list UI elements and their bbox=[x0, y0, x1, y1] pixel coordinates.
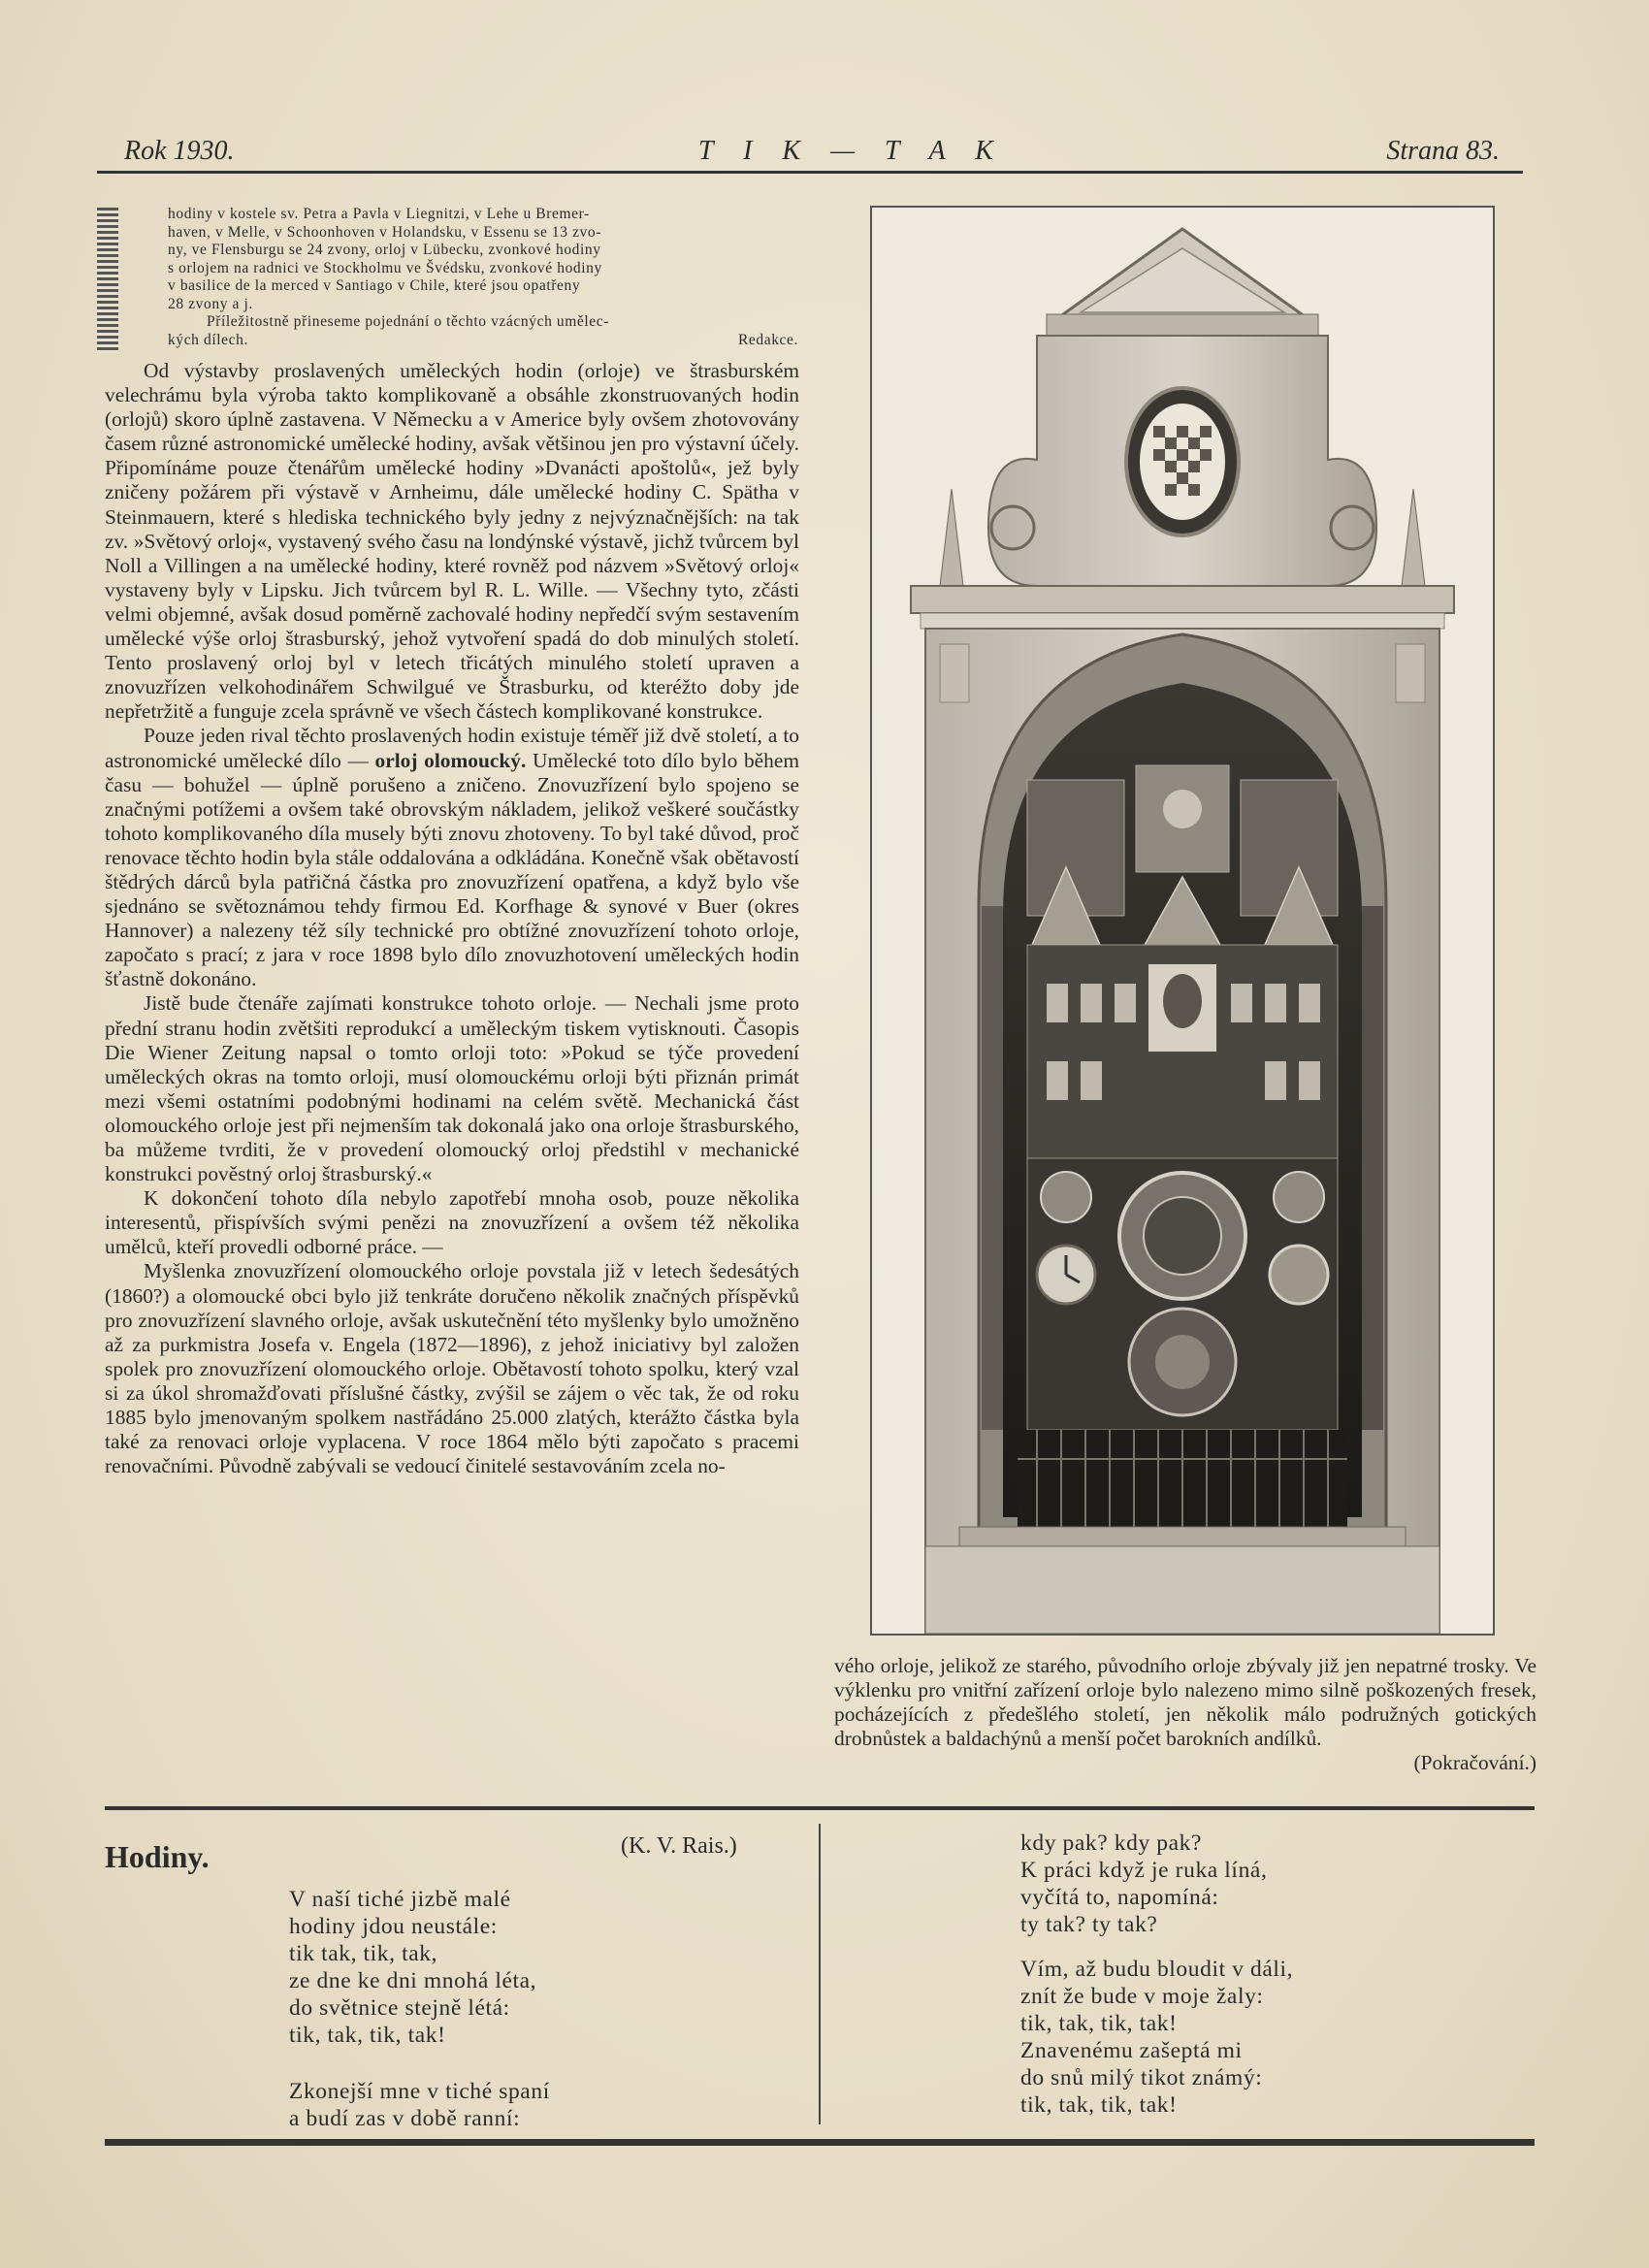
poem-line: znít že bude v moje žaly: bbox=[1020, 1984, 1264, 2009]
poem-line: hodiny jdou neustále: bbox=[289, 1914, 498, 1939]
note-line: kých dílech. bbox=[168, 331, 248, 348]
poem-stanza bbox=[1020, 1956, 1293, 2119]
poem-line: a budí zas v době ranní: bbox=[289, 2106, 521, 2131]
poem-line: kdy pak? kdy pak? bbox=[1020, 1831, 1203, 1856]
article-emphasis: orloj olomoucký. bbox=[374, 748, 527, 772]
article-paragraph: Od výstavby proslavených uměleckých hodin (orloje) ve štrasburském velechrámu byla výroba takto komplikovaně a obsáhle zkonstruovaných hodin (orlojů) skoro úplně zastavena. V Německu a v Americe byly ovšem zhotovovány časem různé astronomické umělecké hodiny, avšak většinou jen pro výstavní účely. Připomínáme pouze čtenářům umělecké hodiny »Dvanácti apoštolů«, jež byly zničeny požárem při výstavě v Arnheimu, dále umělecké hodiny C. Spätha v Steinmauern, které s hlediska technického byly jedny z nejvýznačnějších: na tak zv. »Světový orloj«, vystavený svého času na londýnské výstavě, jichž tvůrcem byl Noll a Villingen a na umělecké hodiny, které rovněž pod názvem »Světový orloj« vystaveny byly v Lipsku. Jich tvůrcem byl R. L. Wille. — Všechny tyto, zčásti velmi objemné, avšak dosud poměrně zachovalé hodiny nepředčí svým sestavením umělecké výše orloj štrasburský, jehož vytvoření spadá do dob minulých století. Tento proslavený orloj byl v letech třicátých minulého století upraven a znovuzřízen velkohodinářem Schwilgué ve Štrasburku, od kteréžto doby jde nepřetržitě a funguje zcela správně ve všech částech komplikované konstrukce. bbox=[105, 359, 799, 724]
poem-line: Zkonejší mne v tiché spaní bbox=[289, 2079, 550, 2104]
article-paragraph bbox=[105, 724, 799, 991]
article-text: Pouze jeden rival těchto proslavených hodin existuje téměř již dvě století, a to astronomické umělecké dílo — bbox=[105, 724, 799, 772]
poem-line: tik, tak, tik, tak! bbox=[289, 2023, 446, 2048]
article-text: Umělecké toto dílo bylo během času — bohužel — úplně porušeno a zničeno. Znovuzřízení bylo spojeno se značnými potížemi a ovšem také obrovským nákladem, jelikož veškeré součástky tohoto komplikovaného díla musely býti znovu zhotoveny. To byl také důvod, proč renovace těchto hodin byla stále oddalována a odkládána. Konečně však obětavostí štědrých dárců byla patřičná částka pro znovuzřízení opatřena, a když bylo vše sjednáno se světoznámou tehdy firmou Ed. Korfhage & synové v Buer (okres Hannover) a nalezeny též síly technické pro obtížné znovuzřízení tohoto orloje, započato s prací; z jara v roce 1898 bylo dílo znovuzhotovení uměleckých hodin šťastně dokonáno. bbox=[105, 748, 799, 991]
poem-title: Hodiny. bbox=[105, 1839, 210, 1874]
poem-stanza bbox=[289, 2078, 550, 2132]
poem-line: Znavenému zašeptá mi bbox=[1020, 2038, 1243, 2063]
astronomical-clock-photo bbox=[870, 206, 1495, 1636]
note-line: Příležitostně přineseme pojednání o těchto vzácných umělec- bbox=[207, 313, 610, 330]
divider-top bbox=[105, 1806, 1535, 1810]
header-year: Rok 1930. bbox=[124, 136, 235, 166]
note-line: s orlojem na radnici ve Stockholmu ve Švédsku, zvonkové hodiny bbox=[168, 259, 602, 276]
poem-line: V naší tiché jizbě malé bbox=[289, 1887, 511, 1912]
note-line: ny, ve Flensburgu se 24 zvony, orloj v Lübecku, zvonkové hodiny bbox=[168, 242, 601, 258]
poem-line: vyčítá to, napomíná: bbox=[1020, 1885, 1219, 1910]
note-line: 28 zvony a j. bbox=[168, 295, 253, 312]
poem-stanza bbox=[289, 1886, 536, 2049]
poem-line: ze dne ke dni mnohá léta, bbox=[289, 1968, 537, 1993]
poem-line: do světnice stejně létá: bbox=[289, 1995, 510, 2021]
caption-text: vého orloje, jelikož ze starého, původního orloje zbývaly již jen nepatrné trosky. Ve výklenku pro vnitřní zařízení orloje bylo nalezeno mimo silně poškozených fresek, pocházejících z předešlého století, jen několik málo podružných gotických drobnůstek a baldachýnů a menší počet barokních andílků. bbox=[834, 1654, 1536, 1751]
article-paragraph: K dokončení tohoto díla nebylo zapotřebí mnoha osob, pouze několika interesentů, přispívších svými penězi na znovuzřízení a ovšem též několika umělců, kteří provedli odborné práce. — bbox=[105, 1186, 799, 1259]
header-page-number: Strana 83. bbox=[1386, 136, 1500, 166]
poem-line: do snů milý tikot známý: bbox=[1020, 2065, 1263, 2090]
poem-author: (K. V. Rais.) bbox=[621, 1833, 737, 1859]
note-margin-ornament bbox=[97, 208, 118, 353]
divider-bottom bbox=[105, 2139, 1535, 2146]
page-header bbox=[97, 126, 1523, 174]
figure-caption bbox=[834, 1654, 1536, 1775]
divider-vertical bbox=[819, 1824, 821, 2124]
poem-stanza bbox=[1020, 1830, 1267, 1938]
poem-line: tik, tak, tik, tak! bbox=[1020, 2092, 1178, 2118]
note-line: haven, v Melle, v Schoonhoven v Holandsku, v Essenu se 13 zvo- bbox=[168, 223, 602, 241]
note-line: v basilice de la merced v Santiago v Chile, které jsou opatřeny bbox=[168, 277, 581, 294]
header-magazine-title: T I K — T A K bbox=[698, 136, 1005, 166]
note-signature: Redakce. bbox=[737, 332, 798, 348]
editorial-note bbox=[168, 206, 798, 350]
clock-illustration bbox=[872, 208, 1493, 1634]
note-line: hodiny v kostele sv. Petra a Pavla v Liegnitzi, v Lehe u Bremer- bbox=[168, 206, 590, 222]
article-column bbox=[105, 359, 799, 1478]
article-paragraph: Jistě bude čtenáře zajímati konstrukce tohoto orloje. — Nechali jsme proto přední stranu hodin zvětšiti reprodukcí a uměleckým tiskem vytisknouti. Časopis Die Wiener Zeitung napsal o tomto orloji toto: »Pokud se týče provedení uměleckých okras na tomto orloji, musí olomouckému orloji býti přiznán primát mezi všemi ostatními podobnými hodinami na celém světě. Mechanická část olomouckého orloje jest při nejmenším tak dokonalá jako ona orloje štrasburského, ba můžeme tvrditi, že v provedení olomoucký orloj předstihl v mechanické konstrukci pověstný orloj štrasburský.« bbox=[105, 991, 799, 1186]
poem-line: K práci když je ruka líná, bbox=[1020, 1858, 1268, 1883]
poem-line: Vím, až budu bloudit v dáli, bbox=[1020, 1957, 1294, 1982]
poem-line: tik tak, tik, tak, bbox=[289, 1941, 438, 1966]
poem-line: ty tak? ty tak? bbox=[1020, 1912, 1158, 1937]
continued-label: (Pokračování.) bbox=[1413, 1751, 1536, 1775]
poem-line: tik, tak, tik, tak! bbox=[1020, 2011, 1178, 2036]
article-paragraph: Myšlenka znovuzřízení olomouckého orloje povstala již v letech šedesátých (1860?) a olomoucké obci bylo již tenkráte doručeno několik značných příspěvků pro znovuzřízení slavného orloje, avšak uskutečnění této myšlenky bylo umožněno až za purkmistra Josefa v. Engela (1872—1896), z jehož iniciativy byl založen spolek pro znovuzřízení olomouckého orloje. Obětavostí tohoto spolku, který vzal si za úkol shromažďovati příslušné částky, zvýšil se zájem o věc tak, že od roku 1885 bylo jmenovaným spolkem nastřádáno 25.000 zlatých, kterážto částka byla také za renovaci orloje vyplacena. V roce 1864 mělo býti započato s pracemi renovačními. Původně zabývali se vedoucí činitelé sestavováním zcela no- bbox=[105, 1259, 799, 1478]
